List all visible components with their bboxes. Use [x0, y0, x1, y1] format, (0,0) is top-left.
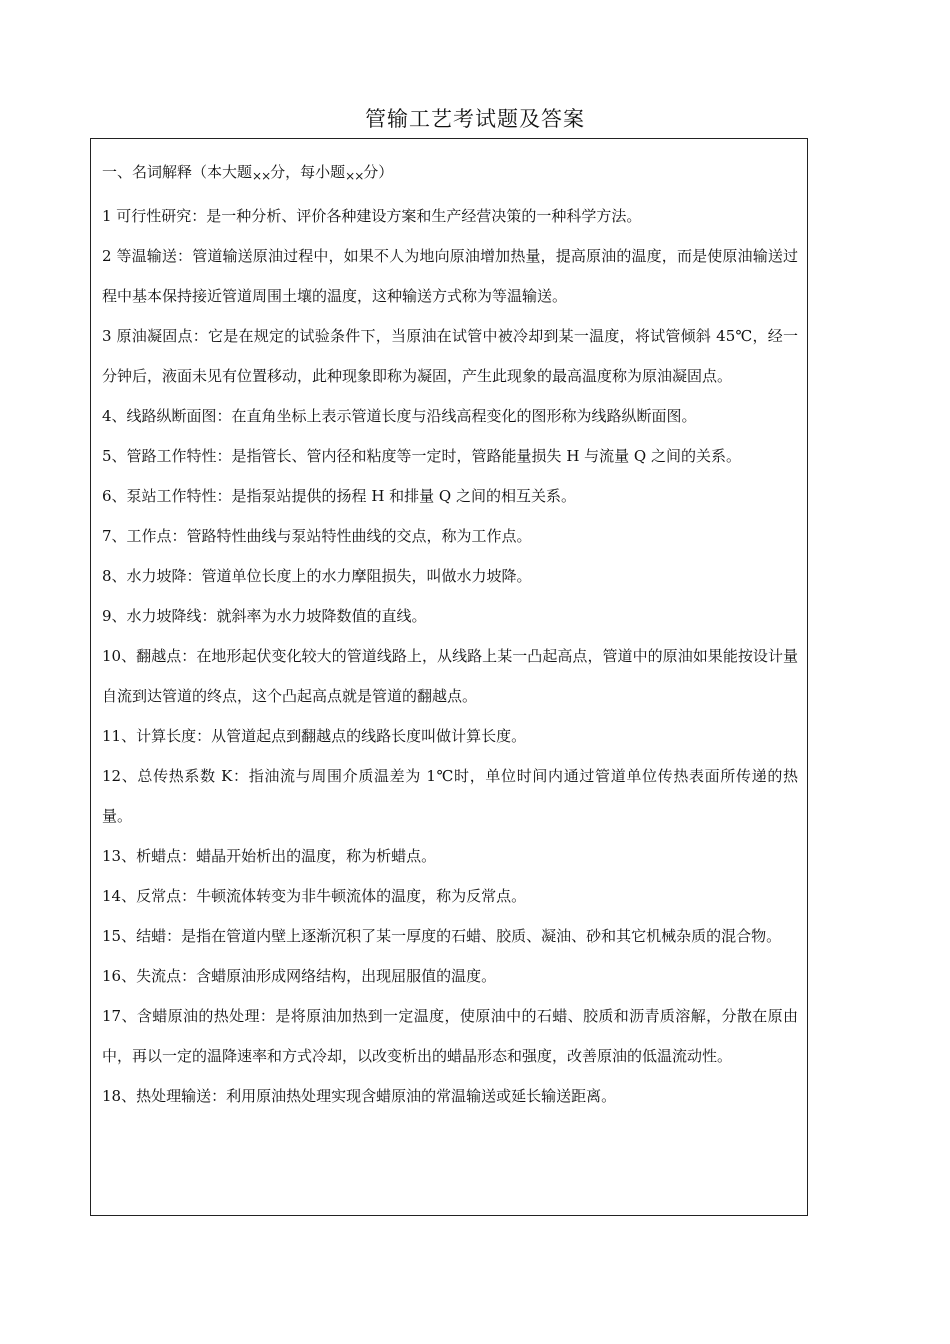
term-item-13: 13、析蜡点：蜡晶开始析出的温度，称为析蜡点。	[102, 847, 437, 865]
term-item-10: 10、翻越点：在地形起伏变化较大的管道线路上，从线路上某一凸起高点，管道中的原油如果能按设计量自流到达管道的终点，这个凸起高点就是管道的翻越点。	[102, 647, 798, 705]
term-item-6: 6、泵站工作特性：是指泵站提供的扬程 H 和排量 Q 之间的相互关系。	[102, 487, 576, 505]
term-item-1: 1 可行性研究：是一种分析、评价各种建设方案和生产经营决策的一种科学方法。	[102, 207, 642, 225]
section-heading-pre: 一、名词解释（本大题	[102, 163, 253, 181]
term-item-3: 3 原油凝固点：它是在规定的试验条件下，当原油在试管中被冷却到某一温度，将试管倾斜 45℃，经一分钟后，液面未见有位置移动，此种现象即称为凝固，产生此现象的最高温度称为原油凝固点。	[102, 327, 798, 385]
term-item-11: 11、计算长度：从管道起点到翻越点的线路长度叫做计算长度。	[102, 727, 527, 745]
term-item-16: 16、失流点：含蜡原油形成网络结构，出现屈服值的温度。	[102, 967, 497, 985]
term-item-9: 9、水力坡降线：就斜率为水力坡降数值的直线。	[102, 607, 427, 625]
section-heading-mid: 分，每小题	[270, 163, 346, 181]
answer-content	[102, 152, 798, 1116]
term-item-7: 7、工作点：管路特性曲线与泵站特性曲线的交点，称为工作点。	[102, 527, 532, 545]
marks-placeholder-total: ××	[252, 169, 271, 183]
answer-table	[90, 138, 808, 1216]
term-item-8: 8、水力坡降：管道单位长度上的水力摩阻损失，叫做水力坡降。	[102, 567, 532, 585]
term-item-2: 2 等温输送：管道输送原油过程中，如果不人为地向原油增加热量，提高原油的温度，而是使原油输送过程中基本保持接近管道周围土壤的温度，这种输送方式称为等温输送。	[102, 247, 798, 305]
term-item-12: 12、总传热系数 K：指油流与周围介质温差为 1℃时，单位时间内通过管道单位传热表面所传递的热量。	[102, 767, 798, 825]
term-item-5: 5、管路工作特性：是指管长、管内径和粘度等一定时，管路能量损失 H 与流量 Q 之间的关系。	[102, 447, 741, 465]
document-title: 管输工艺考试题及答案	[365, 107, 585, 131]
term-item-14: 14、反常点：牛顿流体转变为非牛顿流体的温度，称为反常点。	[102, 887, 527, 905]
marks-placeholder-each: ××	[345, 169, 364, 183]
term-item-18: 18、热处理输送：利用原油热处理实现含蜡原油的常温输送或延长输送距离。	[102, 1087, 617, 1105]
term-item-4: 4、线路纵断面图：在直角坐标上表示管道长度与沿线高程变化的图形称为线路纵断面图。	[102, 407, 697, 425]
section-heading-post: 分）	[363, 163, 394, 181]
term-item-15: 15、结蜡：是指在管道内壁上逐渐沉积了某一厚度的石蜡、胶质、凝油、砂和其它机械杂质的混合物。	[102, 927, 782, 945]
term-item-17: 17、含蜡原油的热处理：是将原油加热到一定温度，使原油中的石蜡、胶质和沥青质溶解，分散在原由中，再以一定的温降速率和方式冷却，以改变析出的蜡晶形态和强度，改善原油的低温流动性。	[102, 1007, 798, 1065]
section-heading	[102, 152, 798, 196]
